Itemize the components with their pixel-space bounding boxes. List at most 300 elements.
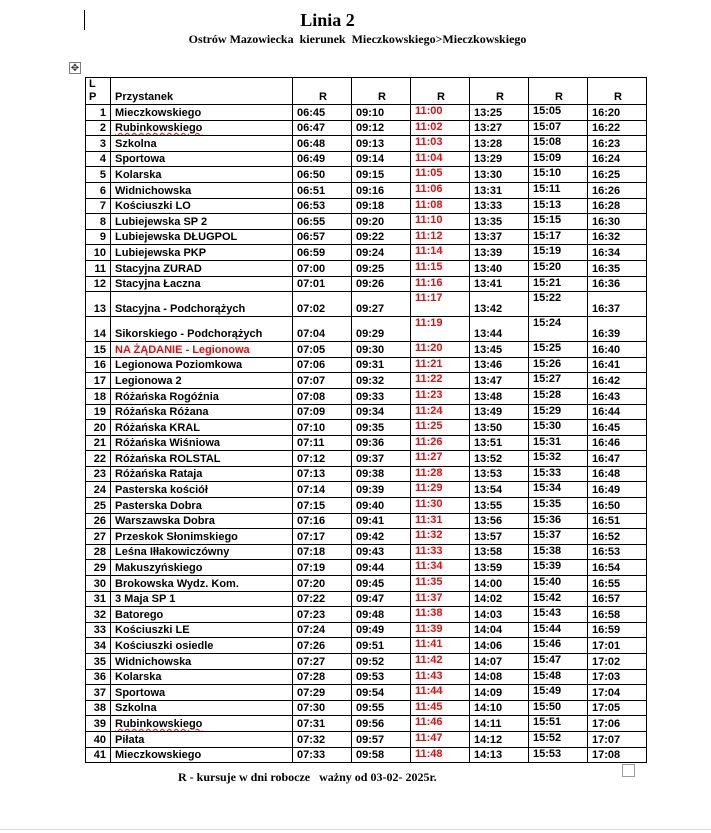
- move-arrows-icon[interactable]: ✥: [70, 63, 80, 74]
- departure-time: 15:27: [529, 373, 588, 389]
- row-number: 23: [86, 466, 111, 482]
- departure-time: 07:32: [293, 731, 352, 747]
- departure-time: 13:44: [470, 317, 529, 342]
- row-number: 22: [86, 451, 111, 467]
- timetable: [85, 77, 647, 763]
- departure-time: 09:14: [352, 151, 411, 167]
- departure-time: 13:41: [470, 276, 529, 292]
- departure-time: 09:16: [352, 182, 411, 198]
- departure-time: 16:59: [588, 622, 647, 638]
- departure-time: 09:57: [352, 731, 411, 747]
- row-number: 3: [86, 136, 111, 152]
- departure-time: 09:34: [352, 404, 411, 420]
- table-row: [86, 198, 647, 214]
- departure-time: 06:57: [293, 229, 352, 245]
- departure-time: 15:05: [529, 105, 588, 121]
- departure-time: 09:58: [352, 747, 411, 763]
- stop-name: Sportowa: [111, 151, 293, 167]
- departure-time: 07:16: [293, 513, 352, 529]
- departure-time: 11:25: [411, 420, 470, 436]
- departure-time: 07:02: [293, 292, 352, 317]
- stop-name: Piłata: [111, 731, 293, 747]
- stop-name: Kościuszki LO: [111, 198, 293, 214]
- departure-time: 09:49: [352, 622, 411, 638]
- departure-time: 09:47: [352, 591, 411, 607]
- departure-time: 09:40: [352, 498, 411, 514]
- column-header-lp: [86, 78, 111, 105]
- table-resize-handle[interactable]: [622, 764, 635, 777]
- stop-name: Różańska Różana: [111, 404, 293, 420]
- departure-time: 15:47: [529, 654, 588, 670]
- stop-name: Szkolna: [111, 136, 293, 152]
- departure-time: 11:43: [411, 669, 470, 685]
- departure-time: 11:03: [411, 136, 470, 152]
- departure-time: 11:05: [411, 167, 470, 183]
- departure-time: 11:30: [411, 498, 470, 514]
- departure-time: 09:51: [352, 638, 411, 654]
- departure-time: 11:27: [411, 451, 470, 467]
- row-number: 29: [86, 560, 111, 576]
- table-row: [86, 229, 647, 245]
- row-number: 15: [86, 342, 111, 358]
- table-row: [86, 747, 647, 763]
- row-number: 40: [86, 731, 111, 747]
- stop-name: Szkolna: [111, 700, 293, 716]
- stop-name: Sikorskiego - Podchorążych: [111, 317, 293, 342]
- stop-name: Legionowa Poziomkowa: [111, 357, 293, 373]
- column-header-run: R: [352, 78, 411, 105]
- departure-time: 16:52: [588, 529, 647, 545]
- departure-time: 13:40: [470, 260, 529, 276]
- table-row: [86, 373, 647, 389]
- row-number: 6: [86, 182, 111, 198]
- stop-name: Różańska Wiśniowa: [111, 435, 293, 451]
- departure-time: 15:35: [529, 498, 588, 514]
- departure-time: 16:45: [588, 420, 647, 436]
- departure-time: 07:06: [293, 357, 352, 373]
- departure-time: 11:00: [411, 105, 470, 121]
- departure-time: 09:54: [352, 685, 411, 701]
- table-row: [86, 498, 647, 514]
- stop-name: Lubiejewska DŁUGPOL: [111, 229, 293, 245]
- departure-time: 11:29: [411, 482, 470, 498]
- stop-name: Widnichowska: [111, 654, 293, 670]
- departure-time: 11:47: [411, 731, 470, 747]
- departure-time: 13:55: [470, 498, 529, 514]
- row-number: 17: [86, 373, 111, 389]
- column-header-run: R: [470, 78, 529, 105]
- row-number: 12: [86, 276, 111, 292]
- departure-time: 07:33: [293, 747, 352, 763]
- row-number: 30: [86, 576, 111, 592]
- departure-time: 15:43: [529, 607, 588, 623]
- stop-name-text: Rubinkowskiego: [115, 717, 203, 730]
- departure-time: 13:42: [470, 292, 529, 317]
- departure-time: 09:24: [352, 245, 411, 261]
- departure-time: 16:36: [588, 276, 647, 292]
- departure-time: 13:53: [470, 466, 529, 482]
- row-number: 28: [86, 544, 111, 560]
- departure-time: 11:15: [411, 260, 470, 276]
- departure-time: 09:36: [352, 435, 411, 451]
- table-row: [86, 214, 647, 230]
- table-row: [86, 420, 647, 436]
- departure-time: 09:18: [352, 198, 411, 214]
- departure-time: 16:44: [588, 404, 647, 420]
- table-row: [86, 182, 647, 198]
- table-row: [86, 136, 647, 152]
- page-title: Linia 2: [300, 10, 355, 30]
- row-number: 35: [86, 654, 111, 670]
- lp-header-p: P: [89, 91, 97, 103]
- departure-time: 13:37: [470, 229, 529, 245]
- departure-time: 09:31: [352, 357, 411, 373]
- departure-time: 13:25: [470, 105, 529, 121]
- departure-time: 16:42: [588, 373, 647, 389]
- table-row: [86, 576, 647, 592]
- departure-time: 15:17: [529, 229, 588, 245]
- stop-name: Kolarska: [111, 669, 293, 685]
- departure-time: 07:07: [293, 373, 352, 389]
- stop-name: Przeskok Słonimskiego: [111, 529, 293, 545]
- departure-time: 09:43: [352, 544, 411, 560]
- departure-time: 17:04: [588, 685, 647, 701]
- departure-time: 07:09: [293, 404, 352, 420]
- departure-time: 14:04: [470, 622, 529, 638]
- departure-time: 09:41: [352, 513, 411, 529]
- departure-time: 11:46: [411, 716, 470, 732]
- departure-time: 11:39: [411, 622, 470, 638]
- departure-time: 09:48: [352, 607, 411, 623]
- departure-time: 09:29: [352, 317, 411, 342]
- departure-time: 14:09: [470, 685, 529, 701]
- departure-time: 07:01: [293, 276, 352, 292]
- departure-time: 13:54: [470, 482, 529, 498]
- departure-time: 07:13: [293, 466, 352, 482]
- departure-time: 14:08: [470, 669, 529, 685]
- stop-name: Leśna Iłłakowiczówny: [111, 544, 293, 560]
- stop-name: 3 Maja SP 1: [111, 591, 293, 607]
- departure-time: 14:00: [470, 576, 529, 592]
- table-row: [86, 317, 647, 342]
- departure-time: 07:29: [293, 685, 352, 701]
- departure-time: 06:59: [293, 245, 352, 261]
- departure-time: 17:05: [588, 700, 647, 716]
- departure-time: 17:07: [588, 731, 647, 747]
- row-number: 26: [86, 513, 111, 529]
- row-number: 25: [86, 498, 111, 514]
- departure-time: 11:37: [411, 591, 470, 607]
- departure-time: 13:46: [470, 357, 529, 373]
- table-row: [86, 544, 647, 560]
- row-number: 10: [86, 245, 111, 261]
- departure-time: 11:33: [411, 544, 470, 560]
- departure-time: 07:11: [293, 435, 352, 451]
- departure-time: 06:53: [293, 198, 352, 214]
- departure-time: 14:12: [470, 731, 529, 747]
- departure-time: 06:55: [293, 214, 352, 230]
- departure-time: 11:06: [411, 182, 470, 198]
- table-row: [86, 513, 647, 529]
- departure-time: 16:49: [588, 482, 647, 498]
- departure-time: 16:20: [588, 105, 647, 121]
- departure-time: 17:03: [588, 669, 647, 685]
- departure-time: 13:57: [470, 529, 529, 545]
- departure-time: 15:28: [529, 388, 588, 404]
- departure-time: 16:57: [588, 591, 647, 607]
- stop-name: Różańska ROLSTAL: [111, 451, 293, 467]
- departure-time: 07:08: [293, 388, 352, 404]
- row-number: 34: [86, 638, 111, 654]
- departure-time: 13:35: [470, 214, 529, 230]
- departure-time: 15:08: [529, 136, 588, 152]
- departure-time: 15:25: [529, 342, 588, 358]
- departure-time: 15:50: [529, 700, 588, 716]
- timetable-body: [86, 105, 647, 763]
- table-row: [86, 466, 647, 482]
- stop-name: Pasterska kościół: [111, 482, 293, 498]
- departure-time: 13:59: [470, 560, 529, 576]
- departure-time: 09:20: [352, 214, 411, 230]
- stop-name: Kościuszki LE: [111, 622, 293, 638]
- departure-time: 14:06: [470, 638, 529, 654]
- stop-name: Różańska KRAL: [111, 420, 293, 436]
- departure-time: 13:45: [470, 342, 529, 358]
- departure-time: 15:48: [529, 669, 588, 685]
- departure-time: 07:30: [293, 700, 352, 716]
- departure-time: 11:31: [411, 513, 470, 529]
- stop-name: Pasterska Dobra: [111, 498, 293, 514]
- row-number: 16: [86, 357, 111, 373]
- departure-time: 13:50: [470, 420, 529, 436]
- departure-time: 09:42: [352, 529, 411, 545]
- departure-time: 16:37: [588, 292, 647, 317]
- departure-time: 06:49: [293, 151, 352, 167]
- table-row: [86, 716, 647, 732]
- table-row: [86, 451, 647, 467]
- departure-time: 16:55: [588, 576, 647, 592]
- departure-time: 14:03: [470, 607, 529, 623]
- departure-time: 13:30: [470, 167, 529, 183]
- departure-time: 09:35: [352, 420, 411, 436]
- departure-time: 15:42: [529, 591, 588, 607]
- row-number: 8: [86, 214, 111, 230]
- row-number: 32: [86, 607, 111, 623]
- departure-time: 15:52: [529, 731, 588, 747]
- departure-time: 15:49: [529, 685, 588, 701]
- departure-time: 09:26: [352, 276, 411, 292]
- departure-time: 16:40: [588, 342, 647, 358]
- departure-time: 13:28: [470, 136, 529, 152]
- departure-time: 15:24: [529, 317, 588, 342]
- departure-time: 11:38: [411, 607, 470, 623]
- departure-time: 16:51: [588, 513, 647, 529]
- departure-time: 16:54: [588, 560, 647, 576]
- departure-time: 16:35: [588, 260, 647, 276]
- departure-time: 15:19: [529, 245, 588, 261]
- departure-time: 06:51: [293, 182, 352, 198]
- departure-time: 17:06: [588, 716, 647, 732]
- departure-time: 16:50: [588, 498, 647, 514]
- departure-time: 07:17: [293, 529, 352, 545]
- lp-header-l: L: [89, 78, 96, 90]
- row-number: 14: [86, 317, 111, 342]
- departure-time: 15:39: [529, 560, 588, 576]
- row-number: 4: [86, 151, 111, 167]
- departure-time: 15:44: [529, 622, 588, 638]
- departure-time: 13:33: [470, 198, 529, 214]
- departure-time: 15:11: [529, 182, 588, 198]
- stop-name: Sportowa: [111, 685, 293, 701]
- table-row: [86, 167, 647, 183]
- departure-time: 11:22: [411, 373, 470, 389]
- departure-time: 09:30: [352, 342, 411, 358]
- departure-time: 07:15: [293, 498, 352, 514]
- stop-name: Stacyjna ZURAD: [111, 260, 293, 276]
- departure-time: 15:09: [529, 151, 588, 167]
- row-number: 19: [86, 404, 111, 420]
- departure-time: 11:21: [411, 357, 470, 373]
- departure-time: 07:31: [293, 716, 352, 732]
- departure-time: 15:53: [529, 747, 588, 763]
- table-row: [86, 151, 647, 167]
- departure-time: 11:10: [411, 214, 470, 230]
- departure-time: 16:25: [588, 167, 647, 183]
- departure-time: 11:41: [411, 638, 470, 654]
- departure-time: 13:52: [470, 451, 529, 467]
- departure-time: 15:22: [529, 292, 588, 317]
- departure-time: 16:47: [588, 451, 647, 467]
- departure-time: 06:45: [293, 105, 352, 121]
- departure-time: 15:34: [529, 482, 588, 498]
- departure-time: 15:37: [529, 529, 588, 545]
- departure-time: 11:04: [411, 151, 470, 167]
- table-row: [86, 560, 647, 576]
- departure-time: 13:29: [470, 151, 529, 167]
- departure-time: 11:35: [411, 576, 470, 592]
- departure-time: 15:30: [529, 420, 588, 436]
- departure-time: 07:23: [293, 607, 352, 623]
- table-row: [86, 435, 647, 451]
- stop-name: Makuszyńskiego: [111, 560, 293, 576]
- departure-time: 14:02: [470, 591, 529, 607]
- departure-time: 11:23: [411, 388, 470, 404]
- departure-time: 09:52: [352, 654, 411, 670]
- departure-time: 07:00: [293, 260, 352, 276]
- row-number: 21: [86, 435, 111, 451]
- row-number: 38: [86, 700, 111, 716]
- departure-time: 13:48: [470, 388, 529, 404]
- departure-time: 11:26: [411, 435, 470, 451]
- departure-time: 17:02: [588, 654, 647, 670]
- table-row: [86, 685, 647, 701]
- departure-time: 16:30: [588, 214, 647, 230]
- departure-time: 16:58: [588, 607, 647, 623]
- column-header-run: R: [411, 78, 470, 105]
- departure-time: 07:14: [293, 482, 352, 498]
- departure-time: 06:48: [293, 136, 352, 152]
- departure-time: 14:13: [470, 747, 529, 763]
- departure-time: 15:36: [529, 513, 588, 529]
- departure-time: 13:51: [470, 435, 529, 451]
- departure-time: 09:56: [352, 716, 411, 732]
- departure-time: 09:44: [352, 560, 411, 576]
- row-number: 31: [86, 591, 111, 607]
- table-row: [86, 404, 647, 420]
- row-number: 9: [86, 229, 111, 245]
- departure-time: 17:01: [588, 638, 647, 654]
- departure-time: 07:05: [293, 342, 352, 358]
- table-row: [86, 607, 647, 623]
- table-row: [86, 669, 647, 685]
- departure-time: 11:14: [411, 245, 470, 261]
- departure-time: 07:04: [293, 317, 352, 342]
- departure-time: 16:28: [588, 198, 647, 214]
- departure-time: 11:42: [411, 654, 470, 670]
- departure-time: 16:26: [588, 182, 647, 198]
- stop-name: Stacyjna Łaczna: [111, 276, 293, 292]
- row-number: 39: [86, 716, 111, 732]
- row-number: 27: [86, 529, 111, 545]
- departure-time: 09:45: [352, 576, 411, 592]
- departure-time: 11:16: [411, 276, 470, 292]
- row-number: 7: [86, 198, 111, 214]
- departure-time: 06:50: [293, 167, 352, 183]
- departure-time: 11:19: [411, 317, 470, 342]
- departure-time: 17:08: [588, 747, 647, 763]
- stop-name: [111, 716, 293, 732]
- departure-time: 09:55: [352, 700, 411, 716]
- departure-time: 06:47: [293, 120, 352, 136]
- departure-time: 07:24: [293, 622, 352, 638]
- stop-name: Różańska Rogóźnia: [111, 388, 293, 404]
- departure-time: 11:44: [411, 685, 470, 701]
- stop-name: Kościuszki osiedle: [111, 638, 293, 654]
- departure-time: 15:20: [529, 260, 588, 276]
- row-number: 33: [86, 622, 111, 638]
- table-row: [86, 245, 647, 261]
- table-row: [86, 622, 647, 638]
- departure-time: 15:29: [529, 404, 588, 420]
- departure-time: 15:13: [529, 198, 588, 214]
- stop-name: Widnichowska: [111, 182, 293, 198]
- departure-time: 16:53: [588, 544, 647, 560]
- departure-time: 11:02: [411, 120, 470, 136]
- departure-time: 15:21: [529, 276, 588, 292]
- column-header-run: R: [293, 78, 352, 105]
- row-number: 5: [86, 167, 111, 183]
- stop-name: Mieczkowskiego: [111, 747, 293, 763]
- column-header-run: R: [529, 78, 588, 105]
- departure-time: 09:27: [352, 292, 411, 317]
- departure-time: 13:39: [470, 245, 529, 261]
- table-row: [86, 260, 647, 276]
- table-row: [86, 529, 647, 545]
- departure-time: 09:53: [352, 669, 411, 685]
- departure-time: 07:10: [293, 420, 352, 436]
- departure-time: 13:58: [470, 544, 529, 560]
- departure-time: 07:26: [293, 638, 352, 654]
- departure-time: 14:11: [470, 716, 529, 732]
- departure-time: 13:47: [470, 373, 529, 389]
- departure-time: 11:48: [411, 747, 470, 763]
- departure-time: 16:48: [588, 466, 647, 482]
- table-row: [86, 388, 647, 404]
- departure-time: 11:32: [411, 529, 470, 545]
- departure-time: 15:40: [529, 576, 588, 592]
- departure-time: 11:45: [411, 700, 470, 716]
- table-row: [86, 357, 647, 373]
